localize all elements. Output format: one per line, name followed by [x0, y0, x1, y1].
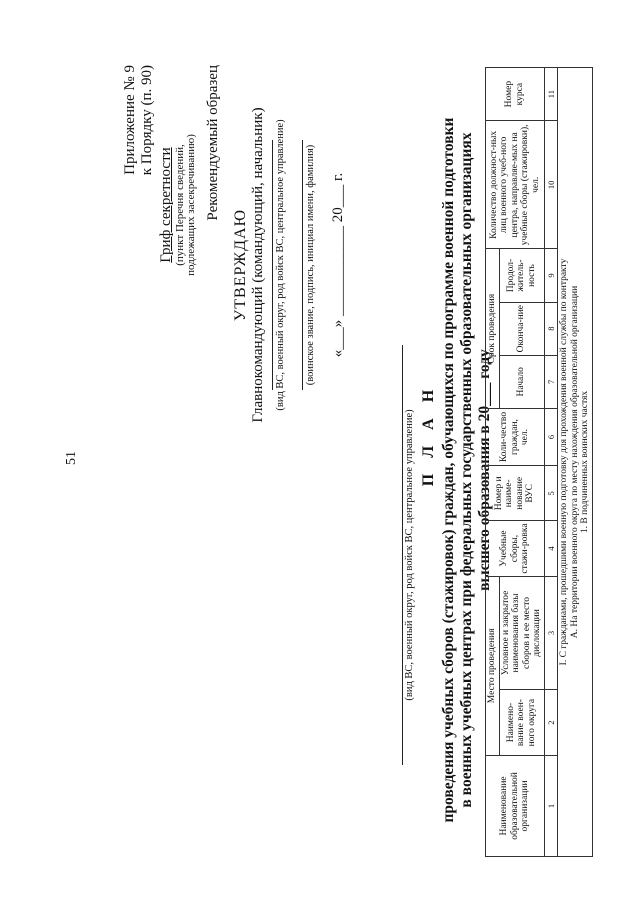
plan-title-line-3: высшего образования в 20___ году [476, 349, 493, 591]
column-number: 3 [544, 576, 558, 690]
approval-date: «___» ____________ 20___ г. [330, 172, 346, 358]
approval-rule-2 [302, 140, 303, 390]
section-1-1-text: 1. В подчиненных воинских частях [580, 390, 590, 534]
column-number: 7 [544, 355, 558, 408]
column-number: 11 [544, 68, 558, 121]
section-a-text: А. На территории военного округа по месту нахождения образовательной организации [569, 285, 580, 639]
section-1-heading [558, 68, 593, 857]
header-conditions: Условное и закрытое наименования базы сборов и ее место дислокации [499, 576, 544, 690]
approval-position: Главнокомандующий (командующий, начальник) [250, 107, 266, 423]
header-count: Коли-чество граждан, чел. [486, 408, 545, 465]
header-end: Оконча-ние [499, 302, 544, 355]
header-start: Начало [499, 355, 544, 408]
section-1-text: I. С гражданами, прошедшими военную подготовку для прохождения военной службы по контракту [559, 258, 569, 666]
header-course: Номер курса [486, 68, 545, 121]
column-number: 2 [544, 690, 558, 756]
secrecy-note-1: (пункт Перечня сведений, [174, 144, 186, 266]
department-note: (вид ВС, военный округ, род войск ВС, центральное управление) [402, 345, 415, 765]
appendix-reference [122, 65, 156, 345]
plan-heading: П Л А Н [420, 383, 437, 487]
column-number: 9 [544, 249, 558, 302]
column-number-row [544, 68, 558, 857]
approval-title: УТВЕРЖДАЮ [232, 208, 249, 322]
recommended-sample: Рекомендуемый образец [205, 65, 221, 221]
plan-title-line-2: в военных учебных центрах при федеральных государственных образовательных организациях [458, 132, 475, 808]
section-row [558, 68, 593, 857]
appendix-line-1: Приложение № 9 [122, 65, 138, 175]
column-number: 5 [544, 466, 558, 521]
approval-rule-1 [272, 140, 273, 390]
plan-title-line-1: проведения учебных сборов (стажировок) граждан, обучающихся по программе военной подготовки [440, 117, 457, 823]
header-duration: Продол-житель-ность [499, 249, 544, 302]
secrecy-note-2: подлежащих засекречиванию) [185, 134, 197, 276]
secrecy-title: Гриф секретности [158, 147, 174, 263]
secrecy-stamp [158, 65, 197, 345]
header-officers: Количество должност-ных лиц военного учеб-ного центра, направляе-мых на учебные сборы (стажировки), чел. [486, 121, 545, 249]
column-number: 10 [544, 121, 558, 249]
approval-rank-note: (воинское звание, подпись, инициал имени, фамилия) [305, 144, 316, 386]
approval-position-note: (вид ВС, военный округ, род войск ВС, центральное управление) [275, 119, 286, 411]
table-header-row-1 [486, 68, 500, 857]
header-training: Учебные сборы, стажи-ровка [486, 521, 545, 576]
header-place: Место проведения [486, 576, 500, 755]
header-term: Срок проведения [486, 249, 500, 408]
appendix-line-2: к Порядку (п. 90) [139, 65, 155, 176]
column-number: 6 [544, 408, 558, 465]
page-number: 51 [64, 451, 79, 465]
approval-block [232, 75, 347, 455]
header-district: Наимено-вание воен-ного округа [499, 690, 544, 756]
header-vus: Номер и наиме-нование ВУС [486, 466, 545, 521]
column-number: 8 [544, 302, 558, 355]
column-number: 4 [544, 521, 558, 576]
plan-table [485, 67, 593, 857]
header-org-name: Наименование образовательной организации [486, 755, 545, 856]
column-number: 1 [544, 755, 558, 856]
